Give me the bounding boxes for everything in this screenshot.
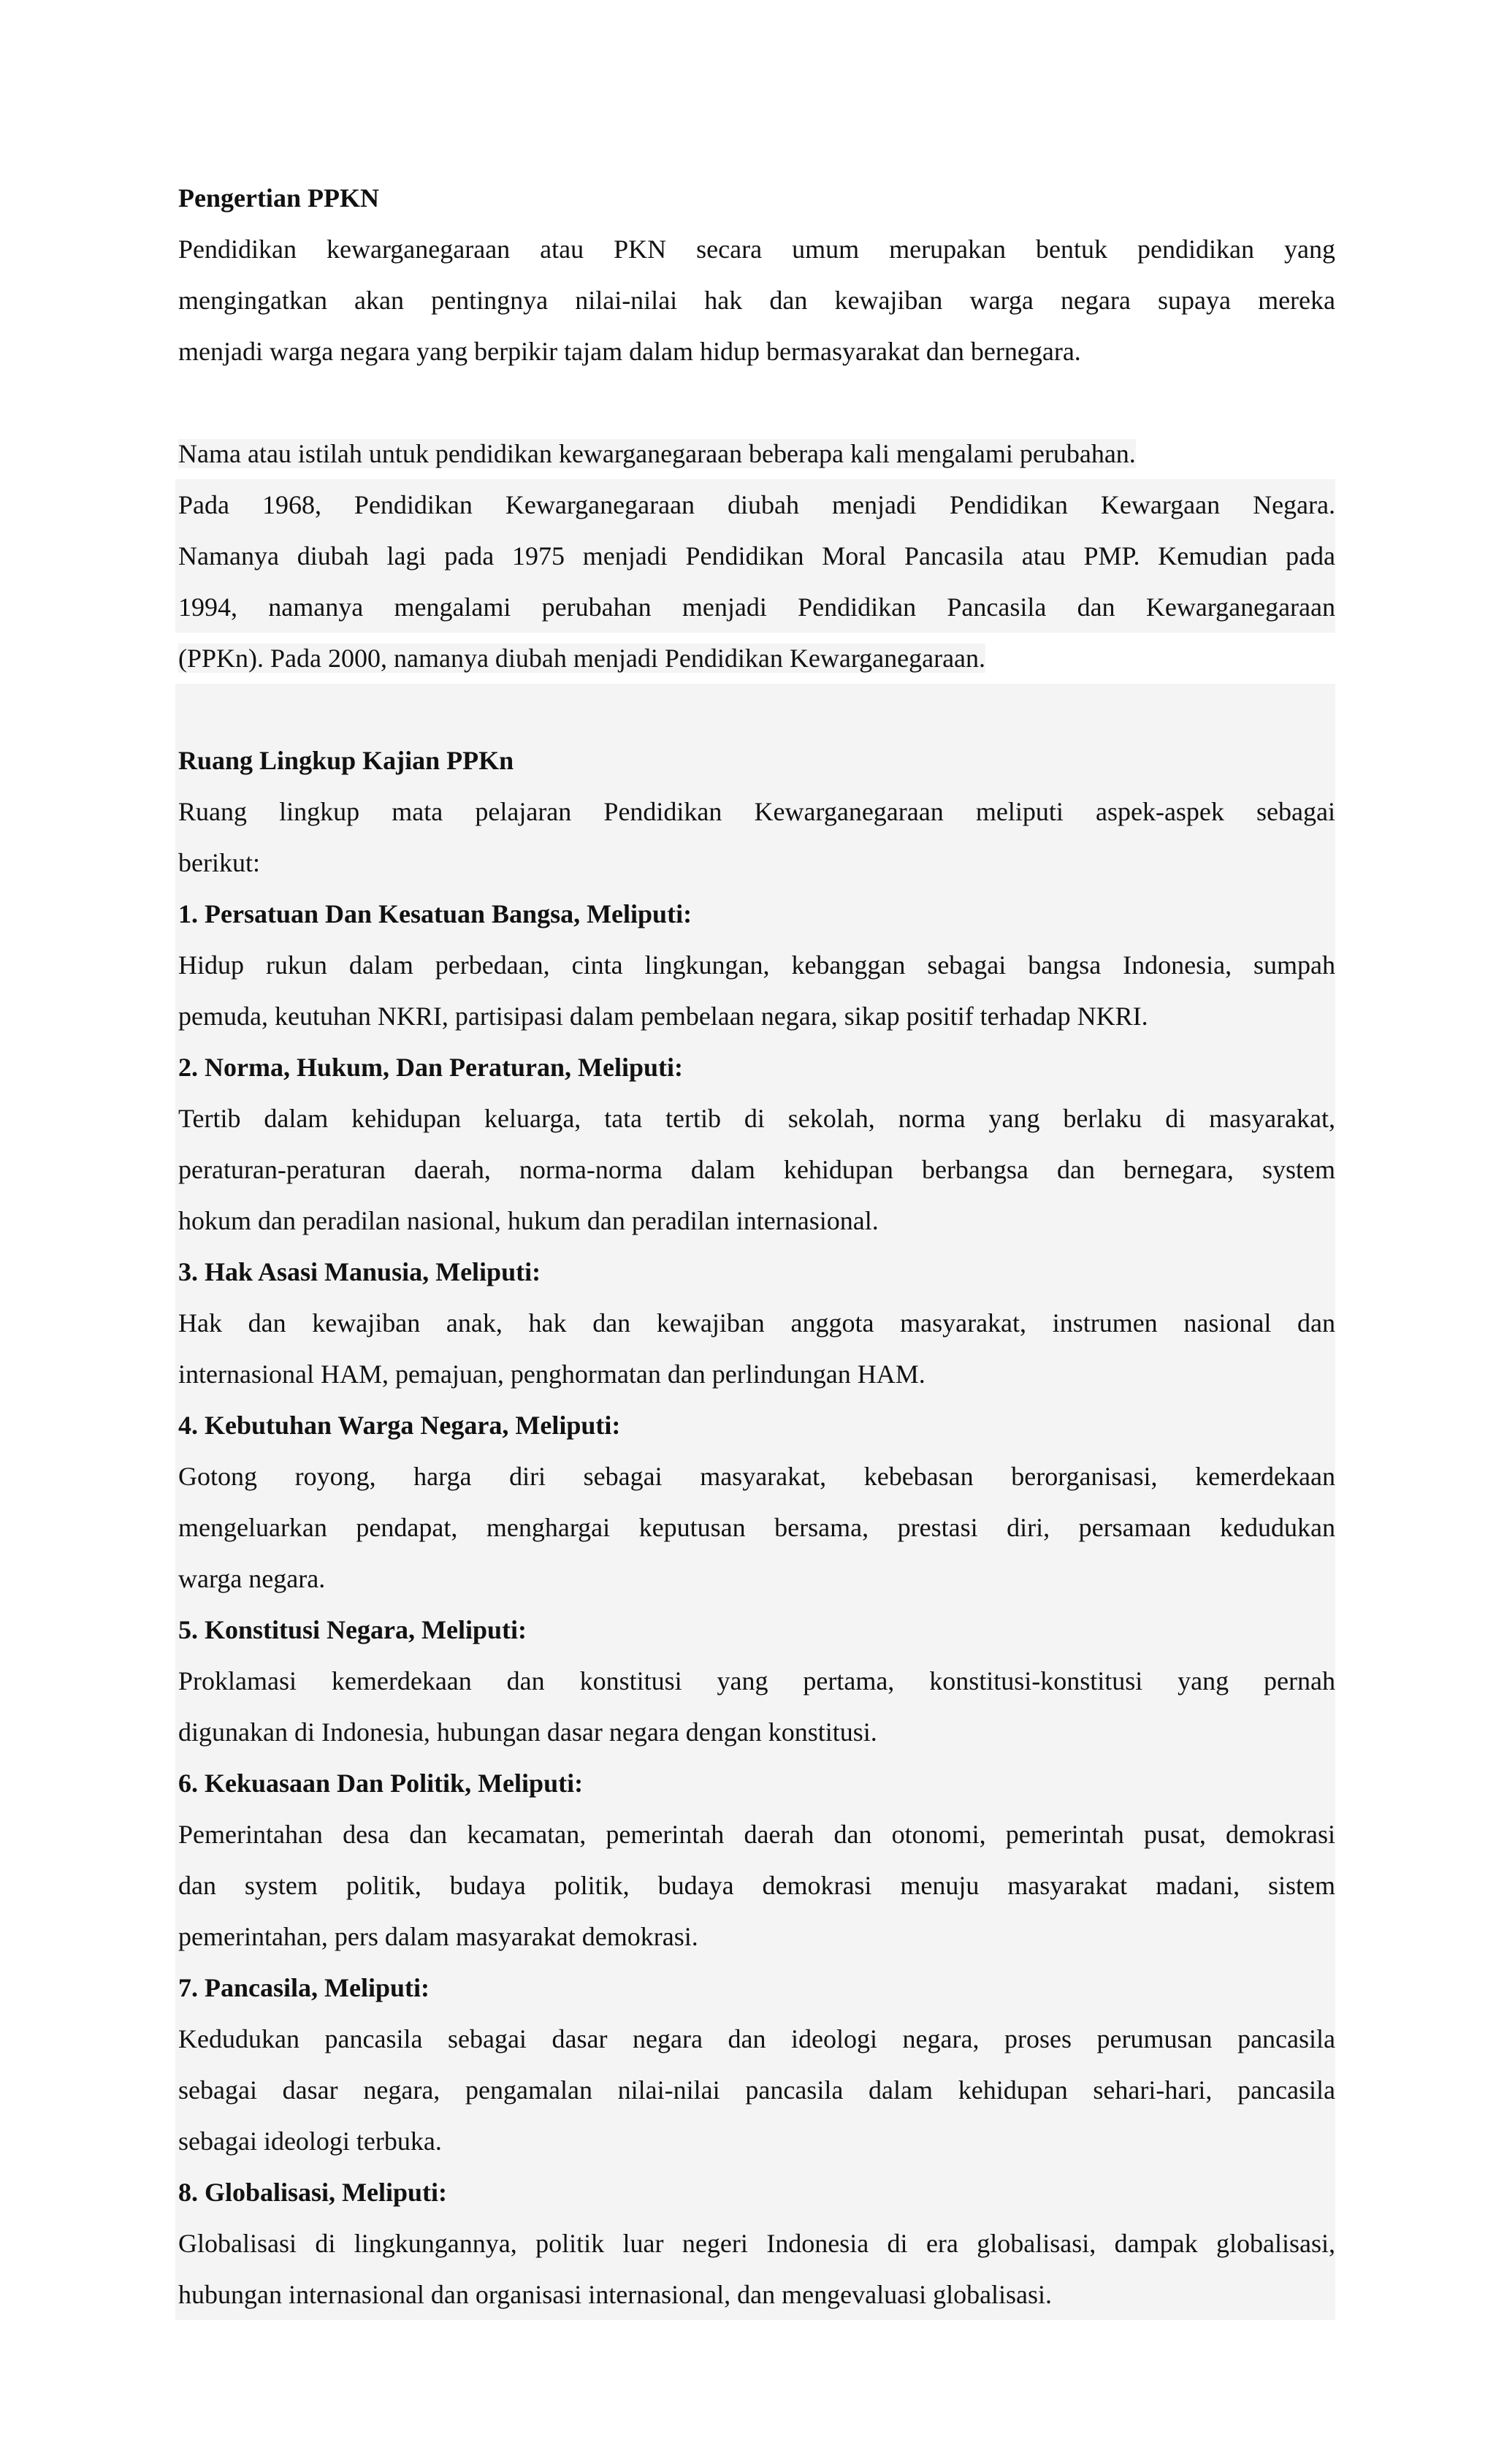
scope-item-line: sebagai ideologi terbuka. [178,2127,442,2156]
paragraph-line: Pendidikan kewarganegaraan atau PKN secara umum merupakan bentuk pendidikan yang [178,234,1335,264]
scope-item-line: hokum dan peradilan nasional, hukum dan peradilan internasional. [178,1206,879,1235]
scope-item-title: 8. Globalisasi, Meliputi: [178,2178,448,2207]
scope-item-title: 7. Pancasila, Meliputi: [178,1973,430,2002]
paragraph-line: 1994, namanya mengalami perubahan menjadi Pendidikan Pancasila dan Kewarganegaraan [178,592,1335,622]
paragraph-line [178,428,1335,479]
scope-item-line: internasional HAM, pemajuan, penghormatan dan perlindungan HAM. [178,1359,926,1389]
scope-item-line: Hak dan kewajiban anak, hak dan kewajiban anggota masyarakat, instrumen nasional dan [178,1308,1335,1338]
scope-item-line: Tertib dalam kehidupan keluarga, tata tertib di sekolah, norma yang berlaku di masyarakat, [178,1104,1335,1133]
scope-item-line: warga negara. [178,1564,326,1593]
scope-item-line: Gotong royong, harga diri sebagai masyarakat, kebebasan berorganisasi, kemerdekaan [178,1462,1335,1491]
paragraph-line: menjadi warga negara yang berpikir tajam dalam hidup bermasyarakat dan bernegara. [178,337,1081,366]
paragraph-line [178,633,1335,684]
paragraph-line: berikut: [178,848,260,877]
paragraph-line: Pada 1968, Pendidikan Kewarganegaraan diubah menjadi Pendidikan Kewargaan Negara. [178,490,1335,519]
scope-item-title: 1. Persatuan Dan Kesatuan Bangsa, Meliputi: [178,899,692,928]
scope-section [175,684,1335,2320]
scope-item-line: mengeluarkan pendapat, menghargai keputusan bersama, prestasi diri, persamaan kedudukan [178,1513,1335,1542]
paragraph-line: Namanya diubah lagi pada 1975 menjadi Pendidikan Moral Pancasila atau PMP. Kemudian pada [178,541,1335,571]
scope-item-line: Proklamasi kemerdekaan dan konstitusi yang pertama, konstitusi-konstitusi yang pernah [178,1666,1335,1696]
scope-item-line: Kedudukan pancasila sebagai dasar negara dan ideologi negara, proses perumusan pancasila [178,2024,1335,2053]
section-heading-pengertian: Pengertian PPKN [178,183,379,213]
document-page [178,172,1335,2320]
scope-item-line: Globalisasi di lingkungannya, politik luar negeri Indonesia di era globalisasi, dampak globalisasi, [178,2229,1335,2258]
scope-item-line: pemerintahan, pers dalam masyarakat demokrasi. [178,1922,698,1951]
scope-item-line: pemuda, keutuhan NKRI, partisipasi dalam pembelaan negara, sikap positif terhadap NKRI. [178,1002,1148,1031]
paragraph-gap [178,377,1335,428]
scope-item-line: Pemerintahan desa dan kecamatan, pemerintah daerah dan otonomi, pemerintah pusat, demokrasi [178,1820,1335,1849]
scope-item-title: 2. Norma, Hukum, Dan Peraturan, Meliputi: [178,1053,683,1082]
scope-item-line: peraturan-peraturan daerah, norma-norma dalam kehidupan berbangsa dan bernegara, system [178,1155,1335,1184]
paragraph-line: Ruang lingkup mata pelajaran Pendidikan Kewarganegaraan meliputi aspek-aspek sebagai [178,797,1335,826]
section-heading-ruang-lingkup: Ruang Lingkup Kajian PPKn [178,746,514,775]
highlighted-text: (PPKn). Pada 2000, namanya diubah menjadi Pendidikan Kewarganegaraan. [178,644,986,673]
scope-item-line: sebagai dasar negara, pengamalan nilai-nilai pancasila dalam kehidupan sehari-hari, pancasila [178,2075,1335,2105]
paragraph-line: mengingatkan akan pentingnya nilai-nilai hak dan kewajiban warga negara supaya mereka [178,286,1335,315]
scope-item-title: 5. Konstitusi Negara, Meliputi: [178,1615,527,1644]
highlighted-text: Nama atau istilah untuk pendidikan kewarganegaraan beberapa kali mengalami perubahan. [178,439,1136,468]
scope-item-line: digunakan di Indonesia, hubungan dasar negara dengan konstitusi. [178,1717,877,1747]
scope-item-line: hubungan internasional dan organisasi internasional, dan mengevaluasi globalisasi. [178,2280,1053,2309]
scope-item-title: 4. Kebutuhan Warga Negara, Meliputi: [178,1411,621,1440]
scope-item-line: Hidup rukun dalam perbedaan, cinta lingkungan, kebanggan sebagai bangsa Indonesia, sumpah [178,950,1335,980]
scope-item-line: dan system politik, budaya politik, budaya demokrasi menuju masyarakat madani, sistem [178,1871,1335,1900]
scope-item-title: 3. Hak Asasi Manusia, Meliputi: [178,1257,541,1286]
scope-item-title: 6. Kekuasaan Dan Politik, Meliputi: [178,1769,584,1798]
paragraph-gap [178,684,1335,735]
